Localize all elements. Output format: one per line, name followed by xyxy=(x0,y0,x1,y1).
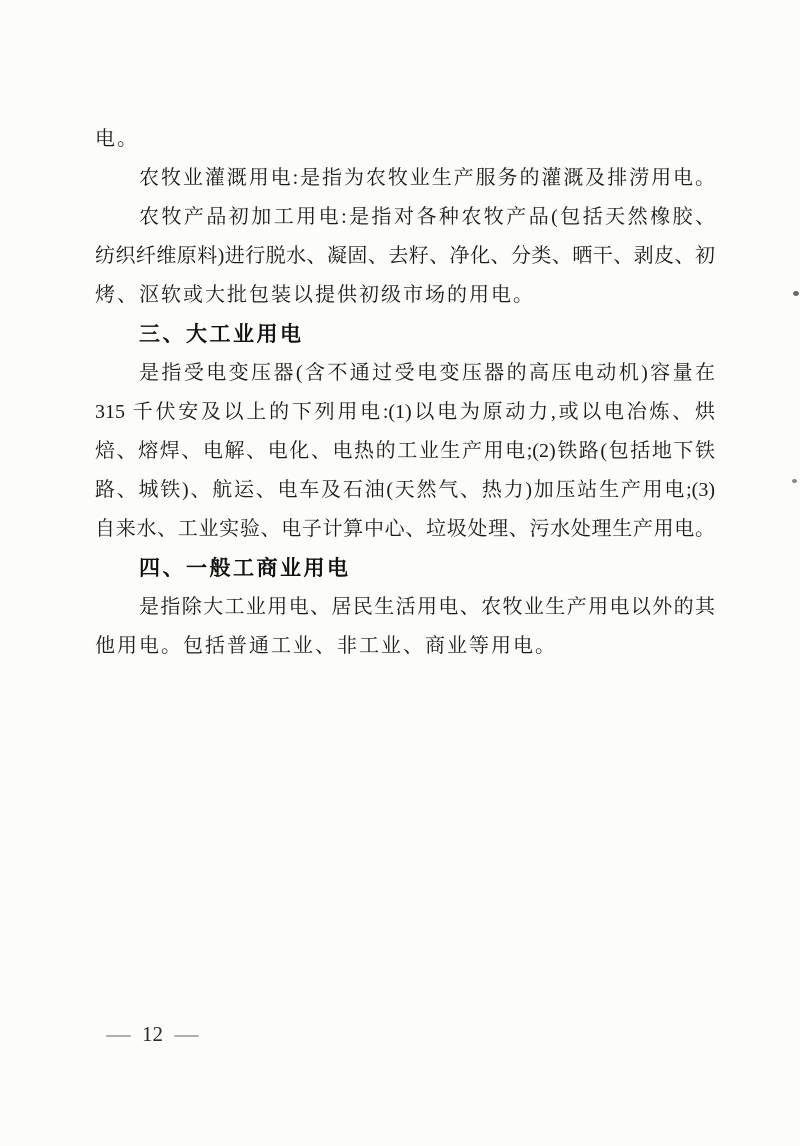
text-line: 路、城铁)、航运、电车及石油(天然气、热力)加压站生产用电;(3) xyxy=(95,479,715,501)
text-line: 是指除大工业用电、居民生活用电、农牧业生产用电以外的其 xyxy=(139,596,715,618)
text-line: 农牧业灌溉用电:是指为农牧业生产服务的灌溉及排涝用电。 xyxy=(139,167,715,189)
text-line: 农牧产品初加工用电:是指对各种农牧产品(包括天然橡胶、 xyxy=(139,206,715,228)
page-number-left-dash: — xyxy=(106,1022,131,1046)
text-line: 纺织纤维原料)进行脱水、凝固、去籽、净化、分类、晒干、剥皮、初 xyxy=(95,245,715,267)
section-heading-3: 三、大工业用电 xyxy=(139,323,304,346)
section-heading-4: 四、一般工商业用电 xyxy=(139,557,351,580)
page-number-value: 12 xyxy=(142,1022,163,1046)
page-number xyxy=(108,1022,197,1047)
document-body xyxy=(95,120,715,666)
text-line: 电。 xyxy=(95,128,139,150)
text-line: 焙、熔焊、电解、电化、电热的工业生产用电;(2)铁路(包括地下铁 xyxy=(95,440,715,462)
text-line: 315 千伏安及以上的下列用电:(1)以电为原动力,或以电冶炼、烘 xyxy=(95,401,715,423)
text-line: 是指受电变压器(含不通过受电变压器的高压电动机)容量在 xyxy=(139,362,715,384)
text-line: 烤、沤软或大批包装以提供初级市场的用电。 xyxy=(95,284,535,306)
scan-speck xyxy=(793,291,799,296)
text-line: 自来水、工业实验、电子计算中心、垃圾处理、污水处理生产用电。 xyxy=(95,518,715,540)
scan-speck xyxy=(792,479,797,483)
page-number-right-dash: — xyxy=(174,1022,199,1046)
text-line: 他用电。包括普通工业、非工业、商业等用电。 xyxy=(95,635,557,657)
